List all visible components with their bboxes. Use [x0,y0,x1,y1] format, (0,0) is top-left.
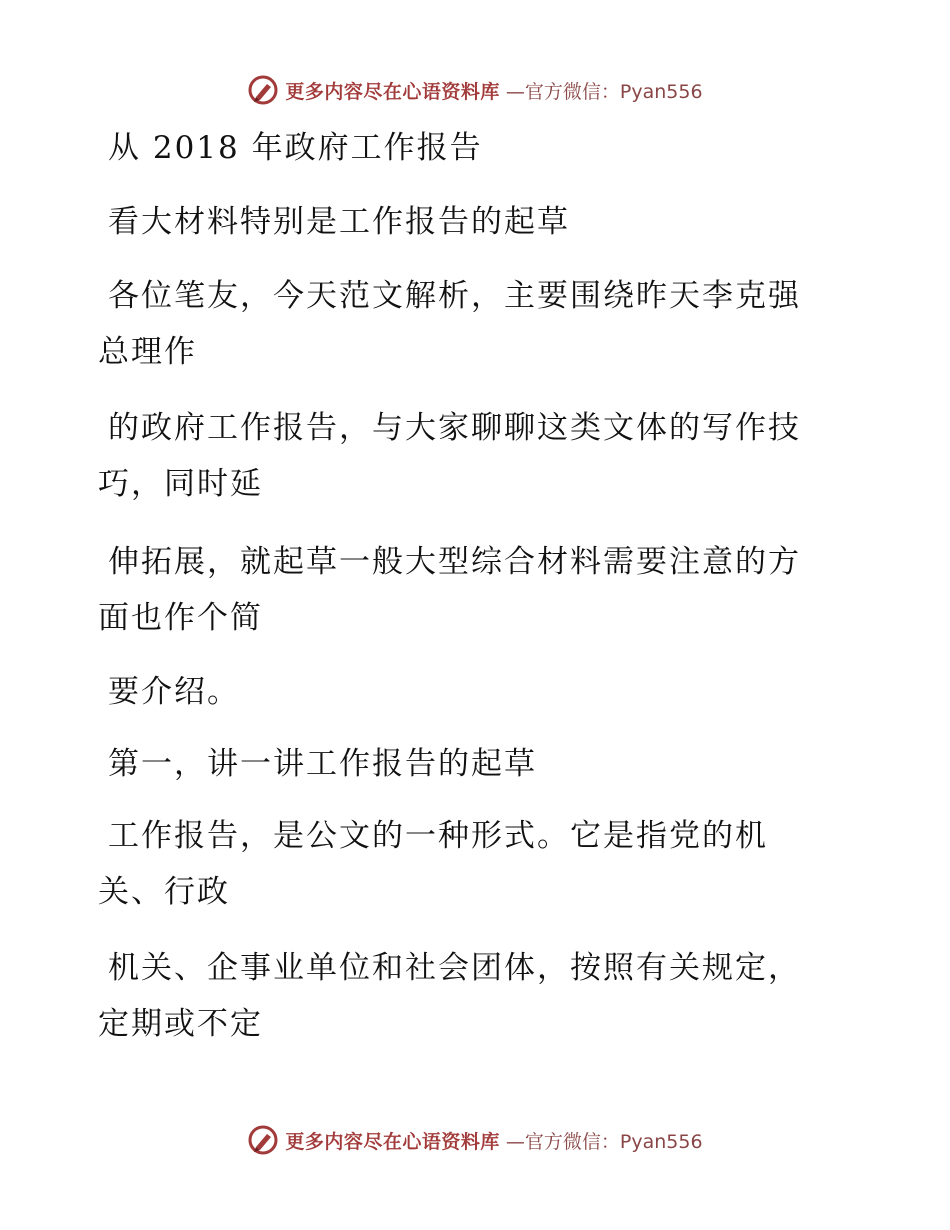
paragraph: 的政府工作报告，与大家聊聊这类文体的写作技 巧，同时延 [98,410,801,502]
watermark-sub-text: —官方微信：Pyan556 [505,1130,703,1153]
pen-logo-icon [247,1124,279,1156]
watermark-main-text: 更多内容尽在心语资料库 [285,80,500,103]
paragraph: 第一，讲一讲工作报告的起草 [108,746,537,782]
watermark-main-text: 更多内容尽在心语资料库 [285,1130,500,1153]
paragraph: 要介绍。 [108,674,240,710]
paragraph: 伸拓展，就起草一般大型综合材料需要注意的方 面也作个简 [98,544,801,636]
paragraph: 机关、企事业单位和社会团体，按照有关规定， 定期或不定 [98,950,801,1042]
paragraph: 工作报告，是公文的一种形式。它是指党的机 关、行政 [98,818,768,910]
paragraph: 看大材料特别是工作报告的起草 [108,204,570,240]
header-watermark [0,70,950,110]
paragraph: 从 2018 年政府工作报告 [108,130,483,166]
watermark-sub-text: —官方微信：Pyan556 [505,80,703,103]
pen-logo-icon [247,74,279,106]
paragraph: 各位笔友，今天范文解析，主要围绕昨天李克强 总理作 [98,278,801,370]
footer-watermark [0,1120,950,1160]
